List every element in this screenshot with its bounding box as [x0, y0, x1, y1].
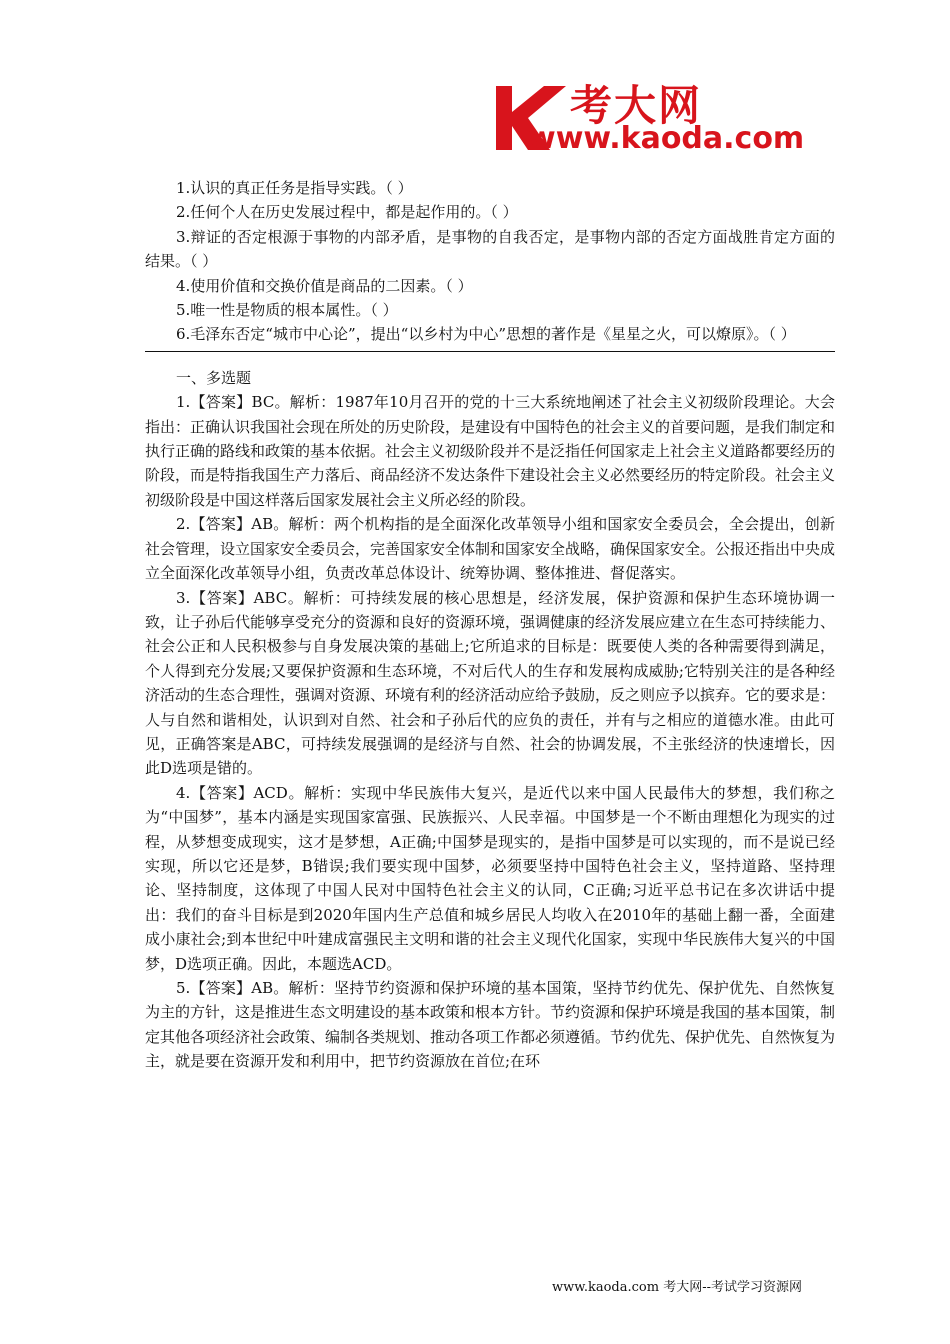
logo-url: www.kaoda.com — [528, 121, 805, 156]
question-item: 5.唯一性是物质的根本属性。（ ） — [176, 301, 398, 320]
question-item: 3.辩证的否定根源于事物的内部矛盾，是事物的自我否定，是事物内部的否定方面战胜肯定方面的结果。（ ） — [145, 227, 835, 271]
question-list — [145, 176, 835, 347]
section-divider — [145, 351, 835, 352]
answer-item: 4.【答案】ACD。解析：实现中华民族伟大复兴，是近代以来中国人民最伟大的梦想，我们称之为“中国梦”，基本内涵是实现国家富强、民族振兴、人民幸福。中国梦是一个不断由理想化为现实的过程，从梦想变成现实，这才是梦想，A正确;中国梦是现实的，是指中国梦是可以实现的，而不是说已经实现，所以它还是梦，B错误;我们要实现中国梦，必须要坚持中国特色社会主义，坚持道路、坚持理论、坚持制度，这体现了中国人民对中国特色社会主义的认同，C正确;习近平总书记在多次讲话中提出：我们的奋斗目标是到2020年国内生产总值和城乡居民人均收入在2010年的基础上翻一番，全面建成小康社会;到本世纪中叶建成富强民主文明和谐的社会主义现代化国家，实现中华民族伟大复兴的中国梦，D选项正确。因此，本题选ACD。 — [145, 783, 835, 973]
question-item: 2.任何个人在历史发展过程中，都是起作用的。（ ） — [176, 203, 518, 222]
question-item: 4.使用价值和交换价值是商品的二因素。（ ） — [176, 276, 473, 295]
question-item: 6.毛泽东否定“城市中心论”，提出“以乡村为中心”思想的著作是《星星之火，可以燎原》。（ ） — [176, 325, 796, 344]
answer-item: 5.【答案】AB。解析：坚持节约资源和保护环境的基本国策，坚持节约优先、保护优先、自然恢复为主的方针，这是推进生态文明建设的基本政策和根本方针。节约资源和保护环境是我国的基本国策，制定其他各项经济社会政策、编制各类规划、推动各项工作都必须遵循。节约优先、保护优先、自然恢复为主，就是要在资源开发和利用中，把节约资源放在首位;在环 — [145, 979, 836, 1071]
answer-section — [145, 366, 835, 1074]
answer-item: 1.【答案】BC。解析：1987年10月召开的党的十三大系统地阐述了社会主义初级阶段理论。大会指出：正确认识我国社会现在所处的历史阶段，是建设有中国特色的社会主义的首要问题，是我们制定和执行正确的路线和政策的基本依据。社会主义初级阶段并不是泛指任何国家走上社会主义道路都要经历的阶段，而是特指我国生产力落后、商品经济不发达条件下建设社会主义必然要经历的特定阶段。社会主义初级阶段是中国这样落后国家发展社会主义所必经的阶段。 — [145, 393, 836, 509]
document-body — [145, 176, 835, 1074]
answer-item: 2.【答案】AB。解析：两个机构指的是全面深化改革领导小组和国家安全委员会，全会提出，创新社会管理，设立国家安全委员会，完善国家安全体制和国家安全战略，确保国家安全。公报还指出中央成立全面深化改革领导小组，负责改革总体设计、统筹协调、整体推进、督促落实。 — [145, 515, 836, 583]
answer-item: 3.【答案】ABC。解析：可持续发展的核心思想是，经济发展，保护资源和保护生态环境协调一致，让子孙后代能够享受充分的资源和良好的资源环境，强调健康的经济发展应建立在生态可持续能力、社会公正和人民积极参与自身发展决策的基础上;它所追求的目标是：既要使人类的各种需要得到满足，个人得到充分发展;又要保护资源和生态环境，不对后代人的生存和发展构成威胁;它特别关注的是各种经济活动的生态合理性，强调对资源、环境有利的经济活动应给予鼓励，反之则应予以摈弃。它的要求是：人与自然和谐相处，认识到对自然、社会和子孙后代的应负的责任，并有与之相应的道德水准。由此可见，正确答案是ABC，可持续发展强调的是经济与自然、社会的协调发展，不主张经济的快速增长，因此D选项是错的。 — [145, 588, 836, 778]
logo-chinese-name: 考大网 — [570, 81, 703, 130]
section-title: 一、多选题 — [176, 368, 252, 387]
site-logo[interactable] — [492, 82, 812, 162]
page-footer[interactable]: www.kaoda.com 考大网--考试学习资源网 — [552, 1280, 802, 1295]
question-item: 1.认识的真正任务是指导实践。（ ） — [176, 179, 413, 197]
